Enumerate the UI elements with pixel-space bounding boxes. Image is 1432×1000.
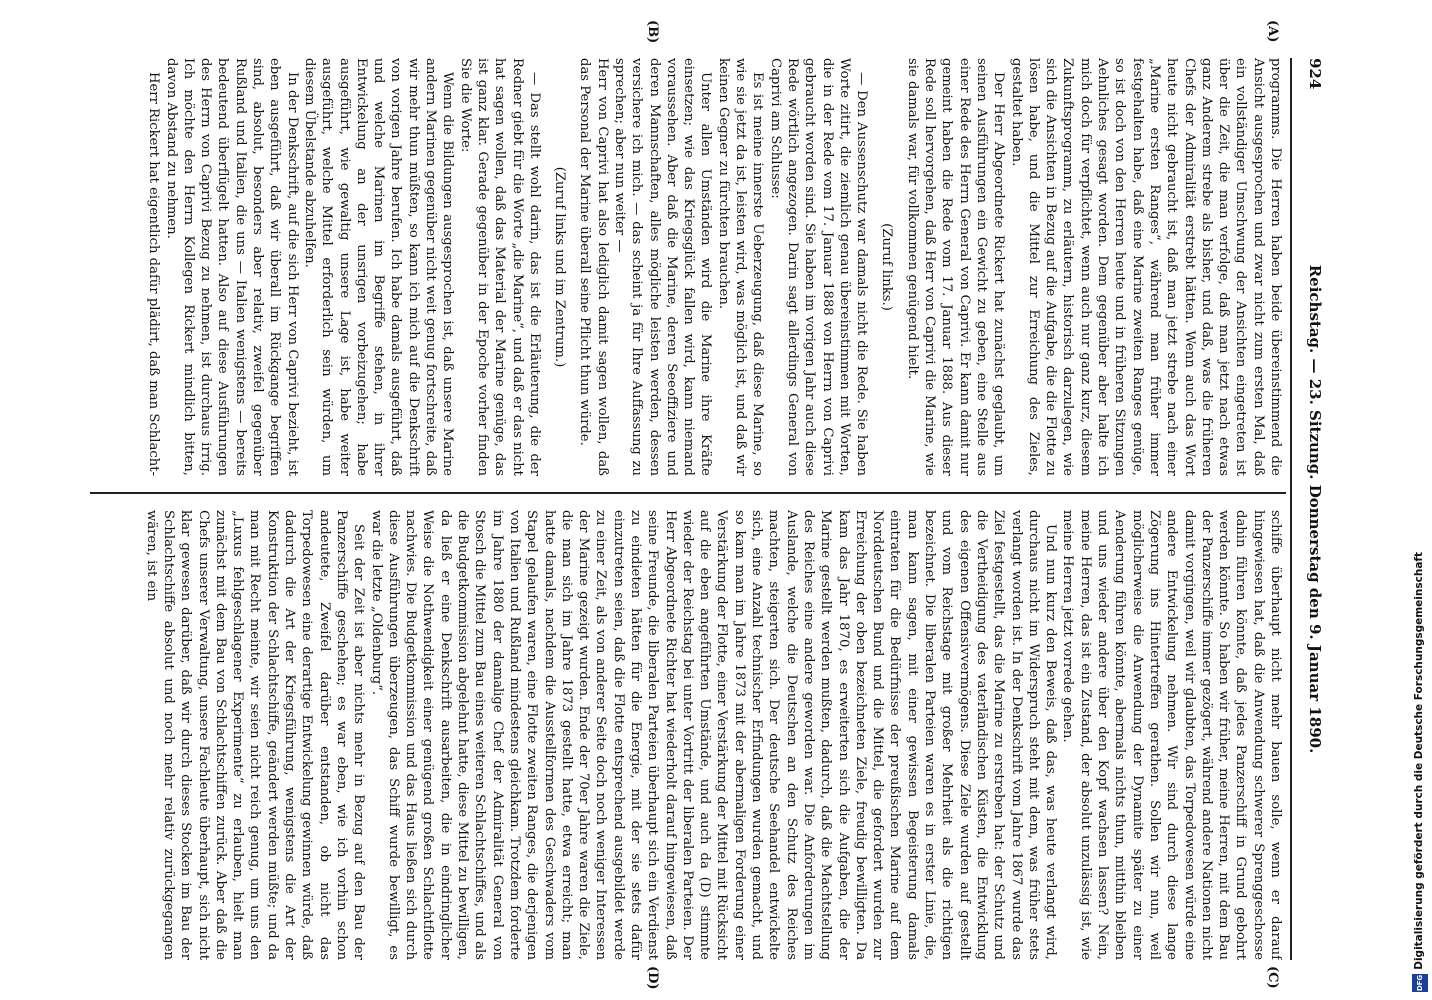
margin-marker-d: (D) <box>645 966 660 990</box>
paragraph: Und nun kurz den Beweis, daß das, was heute verlangt wird, durchaus nicht im Widerspruch steht mit dem, was früher stets verlangt worden ist. In der Denkschrift vom Jahre 1867 wurde das Ziel festgestellt, das die Marine zu erstreben hat: der Schutz und die Vertheidigung des vaterländischen Küsten, die Entwicklung des eigenen Offensivvermögens. Diese Ziele wurden auf gestellt und vom Reichstage mit großer Mehrheit als die richtigen bezeichnet. Die liberalen Parteien waren es in erster Linie, die, man kann sagen, mit einer gewissen Begeisterung damals eintraten für die Bedürfnisse der preußischen Marine auf dem Norddeutschen Bund und die Mittel, die gefordert wurden zur Erreichung der oben bezeichneten Ziele, freudig bewilligten. Da kam das Jahr 1870, es erweiterten sich die Aufgaben, die der Marine gestellt werden mußten, dadurch, daß die Machtstellung des Reiches eine andere geworden war. Die Anforderungen im Auslande, welche die Deutschen an den Schutz des Reiches machten, steigerten sich. Der deutsche Seehandel entwickelte sich, eine Anzahl technischer Erfindungen wurden gemacht, und so kam man im Jahre 1873 mit der abermaligen Forderung einer Verstärkung der Flotte, einer Verstärkung der Mittel mit Rücksicht auf die eben angeführten Umstände, und auch da (D) stimmte wieder der Reichstag bei unter Vortritt der liberalen Parteien. Der Herr Abgeordnete Richter hat wiederholt darauf hingewiesen, daß seine Freunde, die liberalen Parteien überhaupt sich ein Verdienst zu eindieten hätten für die Energie, mit der sie stets dafür einzutreten seien, daß die Flotte entsprechend ausgebildet werde zu einer Zeit, als von anderer Seite doch noch weniger Interessen der Marine gezeigt wurden. Ende der 70er Jahre waren die Ziele, die man sich im Jahre 1873 gestellt hatte, etwa erreicht; man hatte damals, nachdem die Ausstellformen des Geschwaders vom Stapel gelaufen waren, eine Flotte zweiten Ranges, die derjenigen von Italien und Rußland mindestens gleichkam. Trotzdem forderte im Jahre 1880 der damalige Chef der Admiralität General von Stosch die Mittel zum Bau eines weiteren Schlachtschiffes, und als die Budgetkommission abgelehnt hatte, diese Mittel zu bewilligen, da ließ er eine Denkschrift ausarbeiten, die in eindringlicher Weise die Nothwendigkeit einer genügend großen Schlachtflotte nachwies. Die Budgetkommission und das Haus ließen sich durch diese Ausführungen überzeugen, das Schiff wurde bewilligt, es war die letzte „Oldenburg“. <box>368 510 1059 960</box>
paragraph: — Das stellt wohl darin, das ist die Erläuterung, die der Redner giebt für die Worte „die Marine“, und daß er das nicht hat sagen wollen, daß das Material der Marine genüge, das ist ganz klar. Gerade gegenüber in der Epoche vorher finden Sie die Worte: <box>457 58 542 476</box>
column-divider <box>90 492 1286 494</box>
credit-text: Digitalisierung gefördert durch die Deutsche Forschungsgemeinschaft <box>1413 552 1425 970</box>
paragraph: Es ist meine innerste Ueberzeugung, daß diese Marine, so wie sie jetzt da ist, leisten wird, was möglich ist, und daß wir keinen Gegner zu fürchten brauchen. <box>715 58 766 476</box>
paragraph: schiffe überhaupt nicht mehr bauen solle, wenn er darauf hingewiesen hat, daß die Anwendung schwerer Sprenggeschosse dahin führen könnte, daß jedes Panzerschiff in Grund gebohrt werden könnte. So haben wir früher, meine Herren, mit dem Bau der Panzerschiffe immer gezögert, während andere Nationen nicht damit vorgingen, weil wir glaubten, das Torpedowesen würde eine andere Entwickelung nehmen. Wir sind durch diese lange Zögerung ins Hintertreffen gerathen. Sollen wir nun, weil möglicherweise die Anwendung der Dynamite später zu einer Aenderung führen könnte, abermals nichts thun, mitthin bleiben und uns wieder andere über den Kopf wachsen lassen? Nein, meine Herren, das ist ein Zustand, der absolut unzulässig ist, wie meine Herren jetzt vorrede gehen. <box>1060 510 1283 960</box>
margin-marker-a: (A) <box>1265 20 1280 43</box>
interjection: (Zuruf links.) <box>879 223 895 311</box>
interjection: (Zuruf links und im Zentrum.) <box>552 166 568 368</box>
paragraph: Der Herr Abgeordnete Rickert hat zunächst geglaubt, um seinen Ausführungen ein Gewicht zu geben, eine Stelle aus einer Rede des Herrn General von Caprivi. Er kann damit nur gemeint haben die Rede vom 17. Januar 1888. Aus dieser Rede soll hervorgehen, daß Herr von Caprivi die Marine, wie sie damals war, für vollkommen genügend hielt. <box>904 58 1007 476</box>
left-text-column <box>90 58 1284 476</box>
paragraph: In der Denkschrift, auf die sich Herr von Caprivi bezieht, ist eben ausgeführt, daß wir überall im Rückgange begriffen sind, absolut, besonders aber relativ, zweifel gegenüber Rußland und Italien, die uns — Italien wenigstens — bereits bedeutend überflügelt hatten. Also auf diese Ausführungen des Herrn von Caprivi Bezug zu nehmen, ist durchaus irrig. Ich möchte den Herrn Kollegen Rickert mindlich bitten, davon Abstand zu nehmen. <box>163 58 300 476</box>
dfg-logo: DFG <box>1412 974 1428 992</box>
document-page <box>50 0 1350 1000</box>
running-title: Reichstag. — 23. Sitzung. Donnerstag den 9. Januar 1890. <box>1306 264 1324 754</box>
paragraph: Herr Rickert hat eigentlich dafür plädirt, daß man Schlacht- <box>146 72 162 476</box>
margin-marker-b: (B) <box>645 20 660 44</box>
paragraph: Wenn die Bildungen ausgesprochen ist, daß unsere Marine andern Marinen gegenüber nicht weit genug fortschreite, daß wir mehr thun müßten, so kann ich mich auf die Denkschrift von vorigen Jahre berufen. Ich habe damals ausgeführt, daß und welche Marinen im Begriffe stehen, in ihrer Entwickelung an der unsrigen vorbeizugehen; habe ausgeführt, wie gewaltig unsere Lage ist, habe weiter ausgeführt, welche Mittel erforderlich sein würden, um diesem Übelstande abzuhelfen. <box>301 58 456 476</box>
paragraph: programms. Die Herren haben beide übereinstimmend die Ansicht ausgesprochen und zwar nicht zum ersten Mal, daß ein vollständiger Umschwung der Ansichten eingetreten ist über die Zeit, die man verfolge, daß man jetzt nach etwas ganz Anderem strebe als bisher, und daß, was die früheren Chefs der Admiralität erstrebt hätten. Wenn auch das Wort heute nicht gebraucht ist, daß man jetzt strebe nach einer „Marine ersten Ranges“, während man früher immer festgehalten habe, daß eine Marine zweiten Ranges genüge, so ist doch von den Herren heute und in früheren Sitzungen Aehnliches gesagt worden. Dem gegenüber aber halte ich mich doch für verpflichtet, wenn auch nur ganz kurz, diesem Zukunftsprogramm, zu erläutern, historisch darzulegen, wie sich die Ansichten in Bezug auf die Aufgabe, die die Flotte zu lösen habe, und die Mittel zur Erreichung des Zieles, gestaltet haben. <box>1008 58 1283 476</box>
paragraph: Herr von Caprivi hat also lediglich damit sagen wollen, daß das Personal der Marine überall seine Pflicht thun würde. <box>577 58 610 476</box>
paragraph: Seit der Zeit ist aber nichts mehr in Bezug auf den Bau der Panzerschiffe geschehen; es war eben, wie ich vorhin schon andeutete, Zweifel darüber entstanden, ob nicht das Torpedowesen eine derartige Entwickelung gewinnen würde, daß dadurch die Art der Kriegsführung, wenigstens die Art der Konstruktion der Schlachtschiffe, geändert werden müßte; und da man mit Recht meinte, wir seien nicht reich genug, um uns den „Luxus fehlgeschlagener Experimente“ zu erlauben, hielt man zunächst mit dem Bau von Schlachtschiffen zurück. Aber daß die Chefs unserer Verwaltung, unsere Fachleute überhaupt, sich nicht klar gewesen darüber, daß wir durch dieses Stocken im Bau der Schlachtschiffe absolut und noch mehr relativ zurückgegangen wären, ist ein <box>143 510 367 960</box>
page-header <box>1296 58 1328 960</box>
right-text-column <box>90 510 1284 960</box>
digitization-credit <box>1410 6 1430 996</box>
page-number: 924 <box>1306 58 1324 90</box>
paragraph: Unter allen Umständen wird die Marine ihre Kräfte einsetzen; wie das Kriegsglück fallen wird, kann niemand voraussehen. Aber daß die Marine, deren Seeoffiziere und deren Mannschaften, alles mögliche leisten werden, dessen versichere ich mich. — das scheint ja für Ihre Auffassung zu sprechen; aber nun weiter — <box>612 58 714 476</box>
paragraph: — Den Aussenschutz war damals nicht die Rede. Sie haben Worte zitirt, die ziemlich genau übereinstimmen mit Worten, die in der Rede vom 17. Januar 1888 von Herrn von Caprivi gebraucht worden sind. Sie haben im vorigen Jahr auch diese Rede wörtlich angezogen. Darin sagt allerdings General von Caprivi am Schlusse: <box>767 58 870 476</box>
margin-marker-c: (C) <box>1265 966 1280 989</box>
header-rule <box>1290 58 1292 960</box>
